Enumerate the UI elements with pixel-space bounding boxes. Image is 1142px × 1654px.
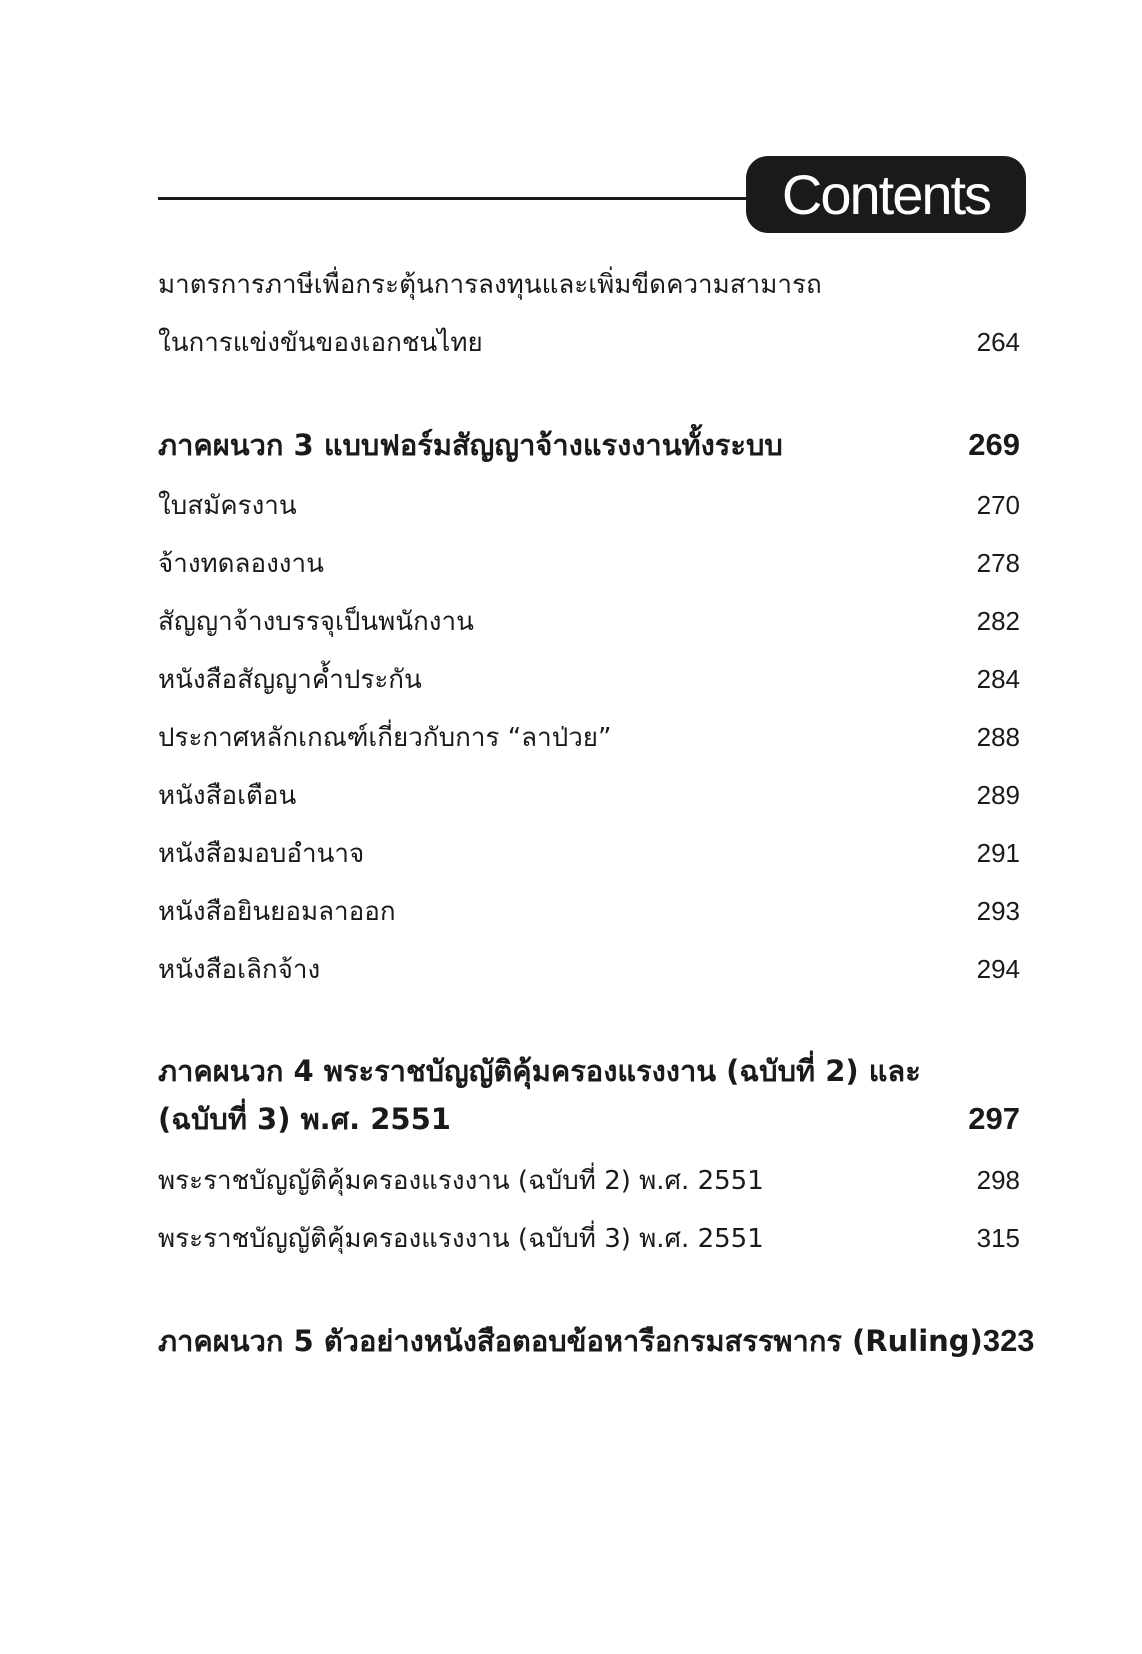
toc-entry-intro [158,322,1020,363]
toc-entry-title: หนังสือยินยอมลาออก [158,897,396,927]
toc-entry-title: จ้างทดลองงาน [158,549,324,579]
toc-entry [158,543,1020,584]
toc-page-number: 289 [976,780,1020,810]
toc-entry [158,833,1020,874]
toc-entry [158,891,1020,932]
section-title: ภาคผนวก 3 แบบฟอร์มสัญญาจ้างแรงงานทั้งระบบ [158,428,783,462]
page-title: Contents [781,162,991,226]
toc-page-number: 270 [976,490,1020,520]
toc-entry-title: ในการแข่งขันของเอกชนไทย [158,328,483,358]
toc-entry-title: หนังสือเตือน [158,781,297,811]
toc-entry [158,659,1020,700]
section-title: (ฉบับที่ 3) พ.ศ. 2551 [158,1102,451,1136]
section-page-number: 297 [968,1101,1020,1136]
toc-entry-title: มาตรการภาษีเพื่อกระตุ้นการลงทุนและเพิ่มขีดความสามารถ [158,270,822,300]
toc-section-appendix-4-line1 [158,1048,1020,1094]
toc-page-number: 282 [976,606,1020,636]
header-rule [158,197,758,200]
toc-entry-title: พระราชบัญญัติคุ้มครองแรงงาน (ฉบับที่ 2) พ.ศ. 2551 [158,1166,764,1196]
toc-page-number: 291 [976,838,1020,868]
toc-entry-title: หนังสือสัญญาค้ำประกัน [158,665,422,695]
toc-section-appendix-3 [158,422,1020,468]
toc-entry-title: หนังสือมอบอำนาจ [158,839,365,869]
toc-entry [158,775,1020,816]
toc-entry-title: สัญญาจ้างบรรจุเป็นพนักงาน [158,607,474,637]
toc-page-number: 315 [976,1223,1020,1253]
toc-entry-title: หนังสือเลิกจ้าง [158,955,321,985]
toc-page-number: 293 [976,896,1020,926]
toc-section-appendix-4 [158,1096,1020,1142]
toc-entry [158,717,1020,758]
section-title: ภาคผนวก 4 พระราชบัญญัติคุ้มครองแรงงาน (ฉบับที่ 2) และ [158,1054,921,1088]
section-title: ภาคผนวก 5 ตัวอย่างหนังสือตอบข้อหารือกรมสรรพากร (Ruling) [158,1324,983,1358]
toc-page-number: 294 [976,954,1020,984]
toc-entry-intro-line1 [158,264,1020,305]
toc-entry [158,949,1020,990]
toc-page-number: 298 [976,1165,1020,1195]
toc-page-number: 284 [976,664,1020,694]
toc-entry [158,485,1020,526]
toc-page-number: 278 [976,548,1020,578]
section-page-number: 269 [968,427,1020,462]
toc-entry-title: พระราชบัญญัติคุ้มครองแรงงาน (ฉบับที่ 3) พ.ศ. 2551 [158,1224,764,1254]
toc-section-appendix-5 [158,1318,1035,1364]
toc-page-number: 288 [976,722,1020,752]
toc-page-number: 264 [976,327,1020,357]
toc-entry-title: ใบสมัครงาน [158,491,297,521]
toc-entry-title: ประกาศหลักเกณฑ์เกี่ยวกับการ “ลาป่วย” [158,723,612,753]
header-tab [746,156,1026,233]
toc-entry [158,1160,1020,1201]
section-page-number: 323 [982,1323,1035,1358]
toc-entry [158,1218,1020,1259]
toc-entry [158,601,1020,642]
